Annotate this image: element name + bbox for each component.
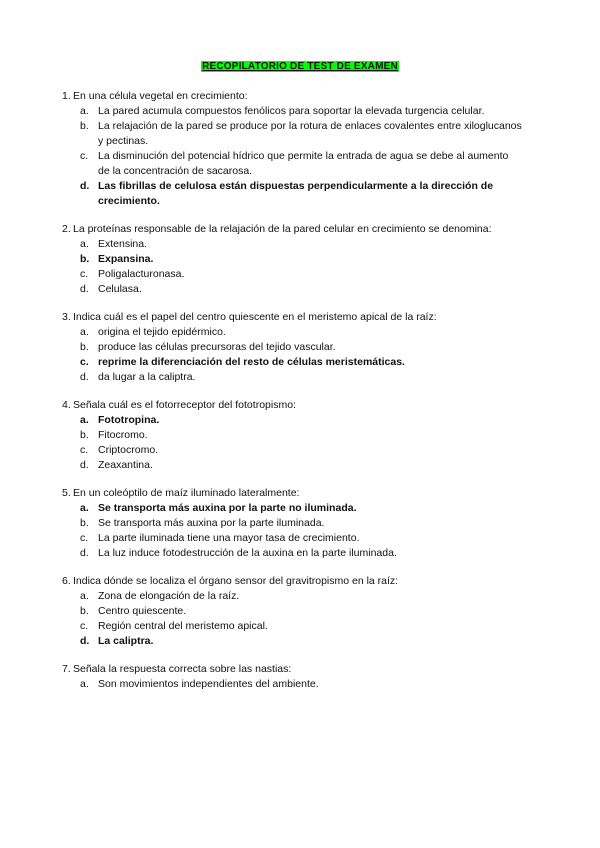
option: [62, 340, 522, 355]
option-text: Son movimientos independientes del ambiente.: [98, 678, 319, 690]
option-letter: c.: [80, 268, 89, 280]
option-letter: c.: [80, 444, 89, 456]
option-letter: b.: [80, 120, 89, 132]
option-letter: a.: [80, 238, 89, 250]
question-text: Señala la respuesta correcta sobre las nastias:: [73, 663, 292, 675]
option: [62, 619, 522, 634]
option-letter: c.: [80, 620, 89, 632]
option: [62, 149, 522, 179]
question-text: Indica dónde se localiza el órgano sensor del gravitropismo en la raíz:: [73, 575, 399, 587]
option-list: [62, 413, 522, 473]
question-text: La proteínas responsable de la relajación de la pared celular en crecimiento se denomina:: [73, 223, 492, 235]
option: [62, 325, 522, 340]
option-letter: c.: [80, 150, 89, 162]
question-number: 3.: [62, 311, 71, 323]
option-text: Fototropina.: [98, 414, 160, 426]
question-number: 5.: [62, 487, 71, 499]
option-letter: a.: [80, 590, 89, 602]
option-letter: a.: [80, 414, 89, 426]
option-correct: [62, 413, 522, 428]
question-list: [62, 89, 522, 705]
option-letter: d.: [80, 635, 90, 647]
option-letter: d.: [80, 459, 89, 471]
option: [62, 428, 522, 443]
option: [62, 443, 522, 458]
option: [62, 531, 522, 546]
option-correct: [62, 501, 522, 516]
option-text: Centro quiescente.: [98, 605, 187, 617]
option-letter: b.: [80, 517, 89, 529]
question-stem: [62, 486, 522, 501]
option-letter: d.: [80, 283, 89, 295]
option-letter: b.: [80, 253, 90, 265]
option: [62, 104, 522, 119]
question-3: [62, 310, 522, 385]
option: [62, 119, 522, 149]
option-letter: b.: [80, 605, 89, 617]
option: [62, 546, 522, 561]
option-text: Celulasa.: [98, 283, 142, 295]
option-letter: b.: [80, 429, 89, 441]
option-text: reprime la diferenciación del resto de células meristemáticas.: [98, 356, 405, 368]
option-text: da lugar a la caliptra.: [98, 371, 196, 383]
option-text: Criptocromo.: [98, 444, 159, 456]
option-list: [62, 237, 522, 297]
option: [62, 516, 522, 531]
question-text: En una célula vegetal en crecimiento:: [73, 90, 248, 102]
option-list: [62, 104, 522, 209]
option-text: Zeaxantina.: [98, 459, 153, 471]
question-number: 4.: [62, 399, 71, 411]
question-number: 1.: [62, 90, 71, 102]
option-text: La pared acumula compuestos fenólicos para soportar la elevada turgencia celular.: [98, 105, 485, 117]
option-text: Extensina.: [98, 238, 148, 250]
option-text: Se transporta más auxina por la parte no iluminada.: [98, 502, 357, 514]
option: [62, 282, 522, 297]
question-stem: [62, 662, 522, 677]
question-stem: [62, 89, 522, 104]
option-text: La caliptra.: [98, 635, 154, 647]
option-letter: d.: [80, 547, 89, 559]
option: [62, 458, 522, 473]
option-text: produce las células precursoras del tejido vascular.: [98, 341, 336, 353]
option-letter: a.: [80, 326, 89, 338]
question-stem: [62, 398, 522, 413]
document-title: [0, 56, 600, 74]
question-stem: [62, 574, 522, 589]
question-1: [62, 89, 522, 209]
question-text: Señala cuál es el fotorreceptor del fototropismo:: [73, 399, 296, 411]
option-text: Región central del meristemo apical.: [98, 620, 268, 632]
option: [62, 677, 522, 692]
question-stem: [62, 310, 522, 325]
option-text: La relajación de la pared se produce por la rotura de enlaces covalentes entre xiloglucanos y pectinas.: [98, 120, 522, 147]
option-letter: a.: [80, 105, 89, 117]
option-letter: c.: [80, 532, 89, 544]
question-number: 6.: [62, 575, 71, 587]
option-text: La luz induce fotodestrucción de la auxina en la parte iluminada.: [98, 547, 397, 559]
question-number: 7.: [62, 663, 71, 675]
title-text: RECOPILATORIO DE TEST DE EXAMEN: [202, 61, 398, 72]
question-4: [62, 398, 522, 473]
question-6: [62, 574, 522, 649]
option-letter: a.: [80, 678, 89, 690]
option: [62, 604, 522, 619]
option-correct: [62, 252, 522, 267]
option-text: Poligalacturonasa.: [98, 268, 185, 280]
option-text: La disminución del potencial hídrico que permite la entrada de agua se debe al aumento de la concentración de sacarosa.: [98, 150, 509, 177]
option: [62, 237, 522, 252]
option-list: [62, 325, 522, 385]
option-text: Las fibrillas de celulosa están dispuestas perpendicularmente a la dirección de crecimiento.: [98, 180, 494, 207]
option-list: [62, 501, 522, 561]
option: [62, 267, 522, 282]
option-list: [62, 677, 522, 692]
option-text: Se transporta más auxina por la parte iluminada.: [98, 517, 325, 529]
option-letter: a.: [80, 502, 89, 514]
question-text: Indica cuál es el papel del centro quiescente en el meristemo apical de la raíz:: [73, 311, 437, 323]
option-list: [62, 589, 522, 649]
option-text: La parte iluminada tiene una mayor tasa de crecimiento.: [98, 532, 360, 544]
option-letter: d.: [80, 180, 90, 192]
option-text: Fitocromo.: [98, 429, 148, 441]
option-correct: [62, 179, 522, 209]
question-number: 2.: [62, 223, 71, 235]
option-correct: [62, 634, 522, 649]
question-text: En un coleóptilo de maíz iluminado lateralmente:: [73, 487, 300, 499]
question-stem: [62, 222, 522, 237]
option: [62, 589, 522, 604]
option-text: origina el tejido epidérmico.: [98, 326, 226, 338]
option: [62, 370, 522, 385]
question-7: [62, 662, 522, 692]
option-letter: d.: [80, 371, 89, 383]
question-2: [62, 222, 522, 297]
option-text: Zona de elongación de la raíz.: [98, 590, 240, 602]
question-5: [62, 486, 522, 561]
option-letter: c.: [80, 356, 89, 368]
option-correct: [62, 355, 522, 370]
option-text: Expansina.: [98, 253, 154, 265]
option-letter: b.: [80, 341, 89, 353]
